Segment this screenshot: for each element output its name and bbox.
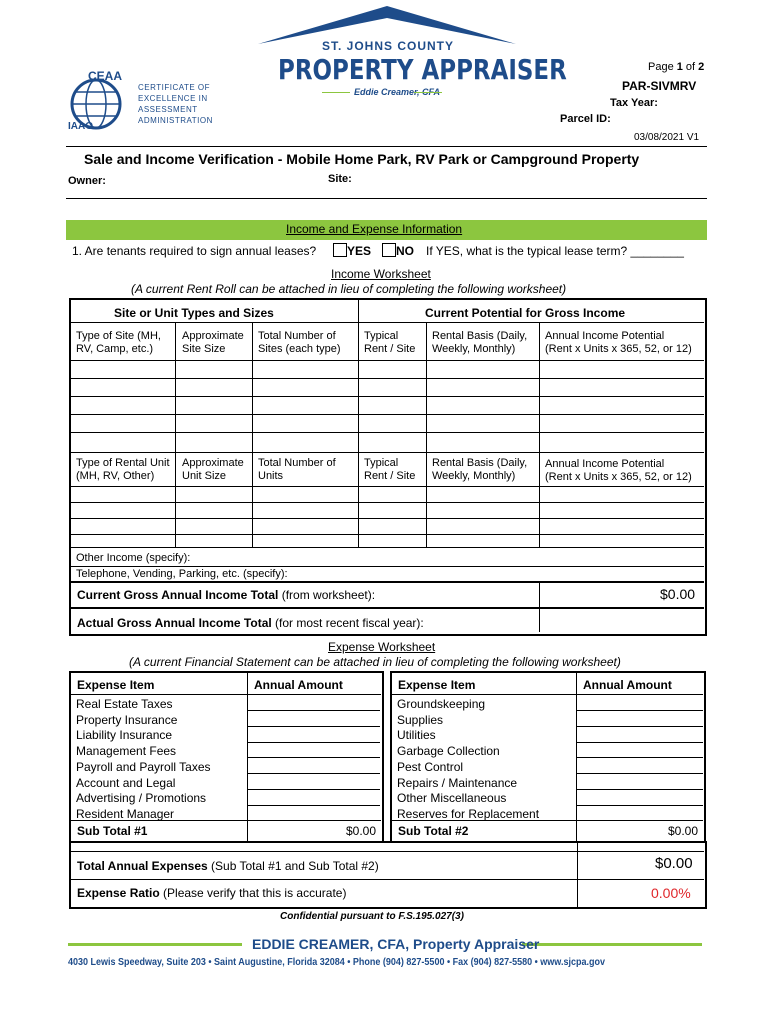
expense-item-header-left: Expense Item xyxy=(77,678,155,692)
ceaa-logo-text: CEAA xyxy=(88,69,123,83)
lease-question: 1. Are tenants required to sign annual leases? xyxy=(72,244,317,258)
expense-worksheet-title: Expense Worksheet xyxy=(328,640,436,654)
income-expense-header: Income and Expense Information xyxy=(286,222,463,236)
actual-gross-income-label: Actual Gross Annual Income Total (for most recent fiscal year): xyxy=(77,616,424,630)
owner-label: Owner: xyxy=(68,175,106,187)
col-unit-count: Total Number of Units xyxy=(258,457,336,482)
total-expenses-label: Total Annual Expenses (Sub Total #1 and Sub Total #2) xyxy=(77,859,379,873)
col-unit-rent: Typical Rent / Site xyxy=(364,457,416,482)
col-unit-size: Approximate Unit Size xyxy=(182,457,244,482)
income-worksheet-title: Income Worksheet xyxy=(331,267,431,281)
income-worksheet-subtitle: (A current Rent Roll can be attached in lieu of completing the following worksheet) xyxy=(131,282,567,296)
col-unit-basis: Rental Basis (Daily, Weekly, Monthly) xyxy=(432,457,528,482)
county-name: ST. JOHNS COUNTY xyxy=(322,39,455,53)
gross-income-total-value: $0.00 xyxy=(660,586,696,602)
subtotal1-label: Sub Total #1 xyxy=(77,824,148,838)
expense-worksheet-subtitle: (A current Financial Statement can be attached in lieu of completing the following worksheet) xyxy=(129,655,621,669)
confidential-note: Confidential pursuant to F.S.195.027(3) xyxy=(280,911,464,922)
subtotal2-value: $0.00 xyxy=(668,824,699,838)
appraiser-signature: Eddie Creamer, CFA xyxy=(354,87,441,97)
expense-items-left: Real Estate Taxes Property Insurance Liability Insurance Management Fees Payroll and Payroll Taxes Account and Legal Advertising / Promotions Resident Manager xyxy=(76,697,211,821)
yes-checkbox[interactable] xyxy=(333,243,347,257)
site-types-header: Site or Unit Types and Sizes xyxy=(114,306,274,320)
site-label: Site: xyxy=(328,173,352,185)
gross-income-total-label: Current Gross Annual Income Total (from worksheet): xyxy=(77,588,376,602)
expense-ratio-label: Expense Ratio (Please verify that this is accurate) xyxy=(77,886,347,900)
col-site-count: Total Number of Sites (each type) xyxy=(258,330,341,355)
page-title: Sale and Income Verification - Mobile Home Park, RV Park or Campground Property xyxy=(84,151,640,167)
col-site-basis: Rental Basis (Daily, Weekly, Monthly) xyxy=(432,330,528,355)
col-site-annual: Annual Income Potential (Rent x Units x 365, 52, or 12) xyxy=(545,330,692,355)
col-unit-type: Type of Rental Unit (MH, RV, Other) xyxy=(76,457,170,482)
footer-address: 4030 Lewis Speedway, Suite 203 • Saint Augustine, Florida 32084 • Phone (904) 827-5500 • Fax (904) 827-5580 • www.sjcpa.gov xyxy=(68,957,606,968)
telephone-vending-label: Telephone, Vending, Parking, etc. (specify): xyxy=(76,568,288,580)
col-site-rent: Typical Rent / Site xyxy=(364,330,416,355)
tax-year-label: Tax Year: xyxy=(610,97,658,109)
annual-amount-header-right: Annual Amount xyxy=(583,678,672,692)
no-checkbox[interactable] xyxy=(382,243,396,257)
form-code: PAR-SIVMRV xyxy=(622,79,697,93)
page-indicator: Page 1 of 2 xyxy=(648,61,705,73)
footer-appraiser-name: EDDIE CREAMER, CFA, Property Appraiser xyxy=(252,936,540,952)
expense-ratio-value: 0.00% xyxy=(651,885,691,901)
form-version: 03/08/2021 V1 xyxy=(634,132,700,143)
subtotal1-value: $0.00 xyxy=(346,824,377,838)
gross-potential-header: Current Potential for Gross Income xyxy=(425,306,626,320)
footer-rule-right xyxy=(522,943,702,946)
office-name: PROPERTY APPRAISER xyxy=(278,53,567,86)
no-label: NO xyxy=(396,244,414,258)
col-site-type: Type of Site (MH, RV, Camp, etc.) xyxy=(76,330,161,355)
other-income-label: Other Income (specify): xyxy=(76,552,191,564)
col-unit-annual: Annual Income Potential (Rent x Units x 365, 52, or 12) xyxy=(545,458,692,483)
expense-items-right: Groundskeeping Supplies Utilities Garbage Collection Pest Control Repairs / Maintenance Other Miscellaneous Reserves for Replacement xyxy=(397,697,540,821)
parcel-id-label: Parcel ID: xyxy=(560,113,611,125)
annual-amount-header-left: Annual Amount xyxy=(254,678,343,692)
total-expenses-value: $0.00 xyxy=(655,855,693,872)
yes-label: YES xyxy=(347,244,372,258)
iaao-logo-text: IAAO xyxy=(68,121,93,132)
expense-item-header-right: Expense Item xyxy=(398,678,476,692)
footer-rule-left xyxy=(68,943,242,946)
subtotal2-label: Sub Total #2 xyxy=(398,824,469,838)
lease-term-question: If YES, what is the typical lease term? ________ xyxy=(426,244,684,258)
certificate-text: CERTIFICATE OF EXCELLENCE IN ASSESSMENT ADMINISTRATION xyxy=(138,83,213,125)
col-site-size: Approximate Site Size xyxy=(182,330,244,355)
